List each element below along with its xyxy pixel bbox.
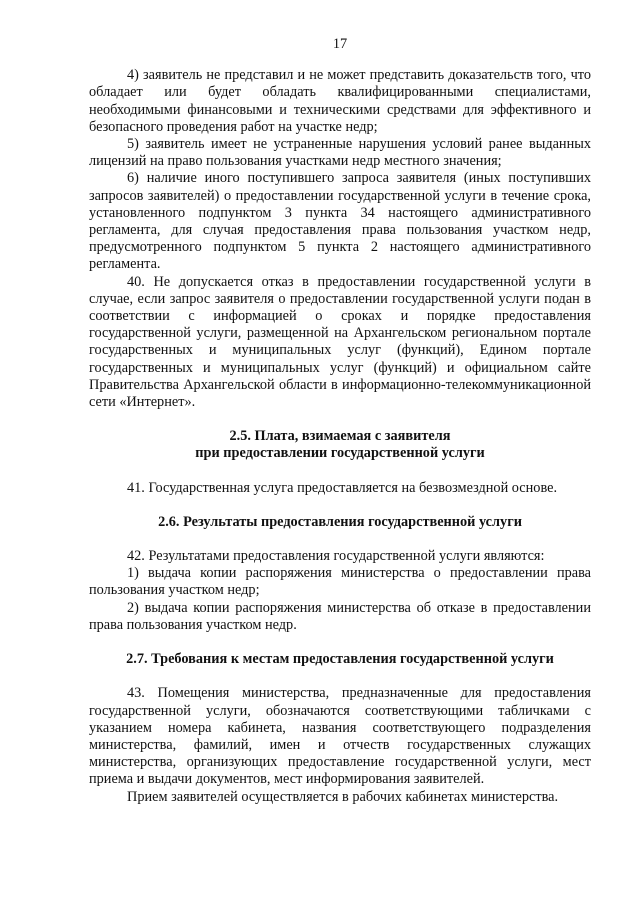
paragraph-43-reception: Прием заявителей осуществляется в рабочих кабинетах министерства. [127, 788, 559, 805]
paragraph-42: 42. Результатами предоставления государственной услуги являются: [127, 548, 545, 565]
section-2-5-heading-line2: при предоставлении государственной услуги [195, 445, 485, 462]
paragraph-item-6: 6) наличие иного поступившего запроса заявителя (иных поступивших запросов заявителей) о предоставлении государственной услуги в течение срока, установленного подпунктом 3 пункта 34 настоящего административного регламента, для случая предоставления права пользования участком недр, предусмотренного подпунктом 5 пункта 2 настоящего административного регламента. [89, 170, 591, 273]
section-2-6-heading: 2.6. Результаты предоставления государственной услуги [158, 513, 522, 530]
section-2-7-heading-wrap [89, 651, 591, 668]
page-number: 17 [332, 36, 348, 52]
paragraph-40: 40. Не допускается отказ в предоставлении государственной услуги в случае, если запрос заявителя о предоставлении государственной услуги подан в соответствии с информацией о сроках и порядке предоставления государственной услуги, размещенной на Архангельском региональном портале государственных и муниципальных услуг (функций), Едином портале государственных и муниципальных услуг (функций) и официальном сайте Правительства Архангельской области в информационно-телекоммуникационной сети «Интернет». [89, 273, 591, 411]
section-2-5-heading-line1: 2.5. Плата, взимаемая с заявителя [229, 428, 451, 445]
paragraph-42-item-1: 1) выдача копии распоряжения министерства о предоставлении права пользования участком недр; [89, 565, 591, 599]
paragraph-42-item-2: 2) выдача копии распоряжения министерства об отказе в предоставлении права пользования участком недр. [89, 599, 591, 633]
paragraph-43: 43. Помещения министерства, предназначенные для предоставления государственной услуги, обозначаются соответствующими табличками с указанием номера кабинета, названия соответствующего подразделения министерства, фамилий, имен и отчеств государственных служащих министерства, организующих предоставление государственной услуги, мест приема и выдачи документов, мест информирования заявителей. [89, 685, 591, 788]
document-page [89, 36, 591, 806]
section-2-6-heading-wrap [89, 514, 591, 531]
paragraph-item-4: 4) заявитель не представил и не может представить доказательств того, что обладает или будет обладать квалифицированными специалистами, необходимыми финансовыми и техническими средствами для эффективного и безопасного проведения работ на участке недр; [89, 67, 591, 135]
paragraph-41: 41. Государственная услуга предоставляется на безвозмездной основе. [127, 479, 558, 496]
section-2-5-heading [89, 428, 591, 462]
section-2-7-heading: 2.7. Требования к местам предоставления государственной услуги [126, 651, 554, 668]
paragraph-item-5: 5) заявитель имеет не устраненные нарушения условий ранее выданных лицензий на право пользования участками недр местного значения; [89, 136, 591, 170]
